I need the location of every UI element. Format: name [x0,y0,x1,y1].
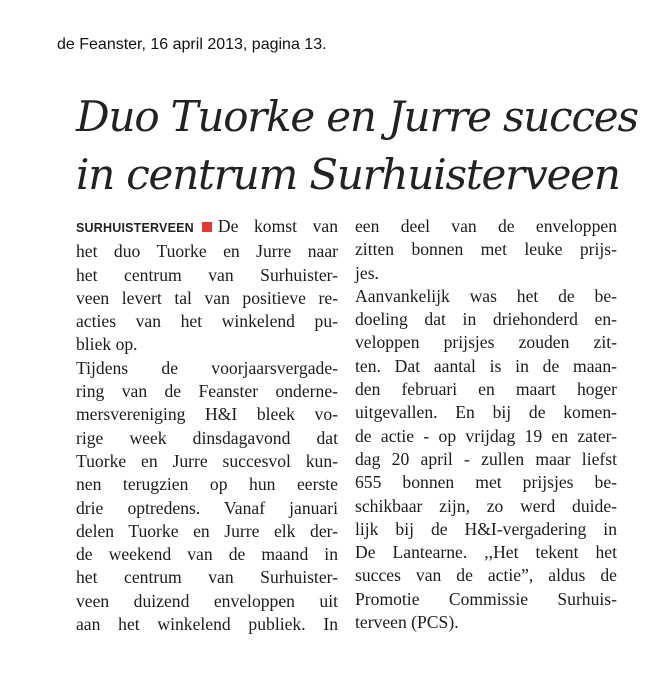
article-line: delen Tuorke en Jurre elk der- [76,520,338,541]
headline-line-2: in centrum Surhuisterveen [76,150,620,199]
article-first-line [76,215,338,240]
article-line: terveen (PCS). [355,612,459,633]
article-line: ring van de Feanster onderne- [76,381,338,402]
article-line: bliek op. [76,334,138,355]
article-line: nen terugzien op hun eerste [76,474,338,495]
article-line: jes. [355,262,379,283]
article-line: schikbaar zijn, zo werd duide- [355,495,617,516]
article-line: drie optredens. Vanaf januari [76,497,338,518]
article-column-left [76,215,338,636]
source-line: de Feanster, 16 april 2013, pagina 13. [57,36,327,53]
article-line: mersvereniging H&I bleek vo- [76,404,338,425]
article-line: Aanvankelijk was het de be- [355,285,617,306]
article-line: veen levert tal van positieve re- [76,287,338,308]
article-line: zitten bonnen met leuke prijs- [355,239,617,260]
article-line: De Lantearne. ,,Het tekent het [355,542,617,563]
article-line: lijk bij de H&I-vergadering in [355,518,617,539]
article-line: acties van het winkelend pu- [76,311,338,332]
article-column-right [355,215,617,634]
article-line: veen duizend enveloppen uit [76,590,338,611]
article-line: uitgevallen. En bij de komen- [355,402,617,423]
article-line: aan het winkelend publiek. In [76,614,338,635]
article-line: doeling dat in driehonderd en- [355,309,617,330]
article-line: 655 bonnen met prijsjes be- [355,472,617,493]
article-line: succes van de actie”, aldus de [355,565,617,586]
article-line: De komst van [217,216,338,236]
article-line: het duo Tuorke en Jurre naar [76,241,338,262]
article-line: den februari en maart hoger [355,379,617,400]
article-line: ten. Dat aantal is in de maan- [355,355,617,376]
article-line: Promotie Commissie Surhuis- [355,588,617,609]
red-square-marker [202,222,212,232]
headline-line-1: Duo Tuorke en Jurre succes [76,92,638,141]
article-line: Tijdens de voorjaarsvergade- [76,357,338,378]
article-line: dag 20 april - zullen maar liefst [355,448,617,469]
article-line: het centrum van Surhuister- [76,264,338,285]
article-line: rige week dinsdagavond dat [76,427,338,448]
article-line: een deel van de enveloppen [355,216,617,236]
dateline: SURHUISTERVEEN [76,221,194,235]
headline [76,88,636,204]
article-line: de actie - op vrijdag 19 en zater- [355,425,617,446]
article-line: de weekend van de maand in [76,544,338,565]
article-line: Tuorke en Jurre succesvol kun- [76,450,338,471]
article-line: veloppen prijsjes zouden zit- [355,332,617,353]
article-line: het centrum van Surhuister- [76,567,338,588]
